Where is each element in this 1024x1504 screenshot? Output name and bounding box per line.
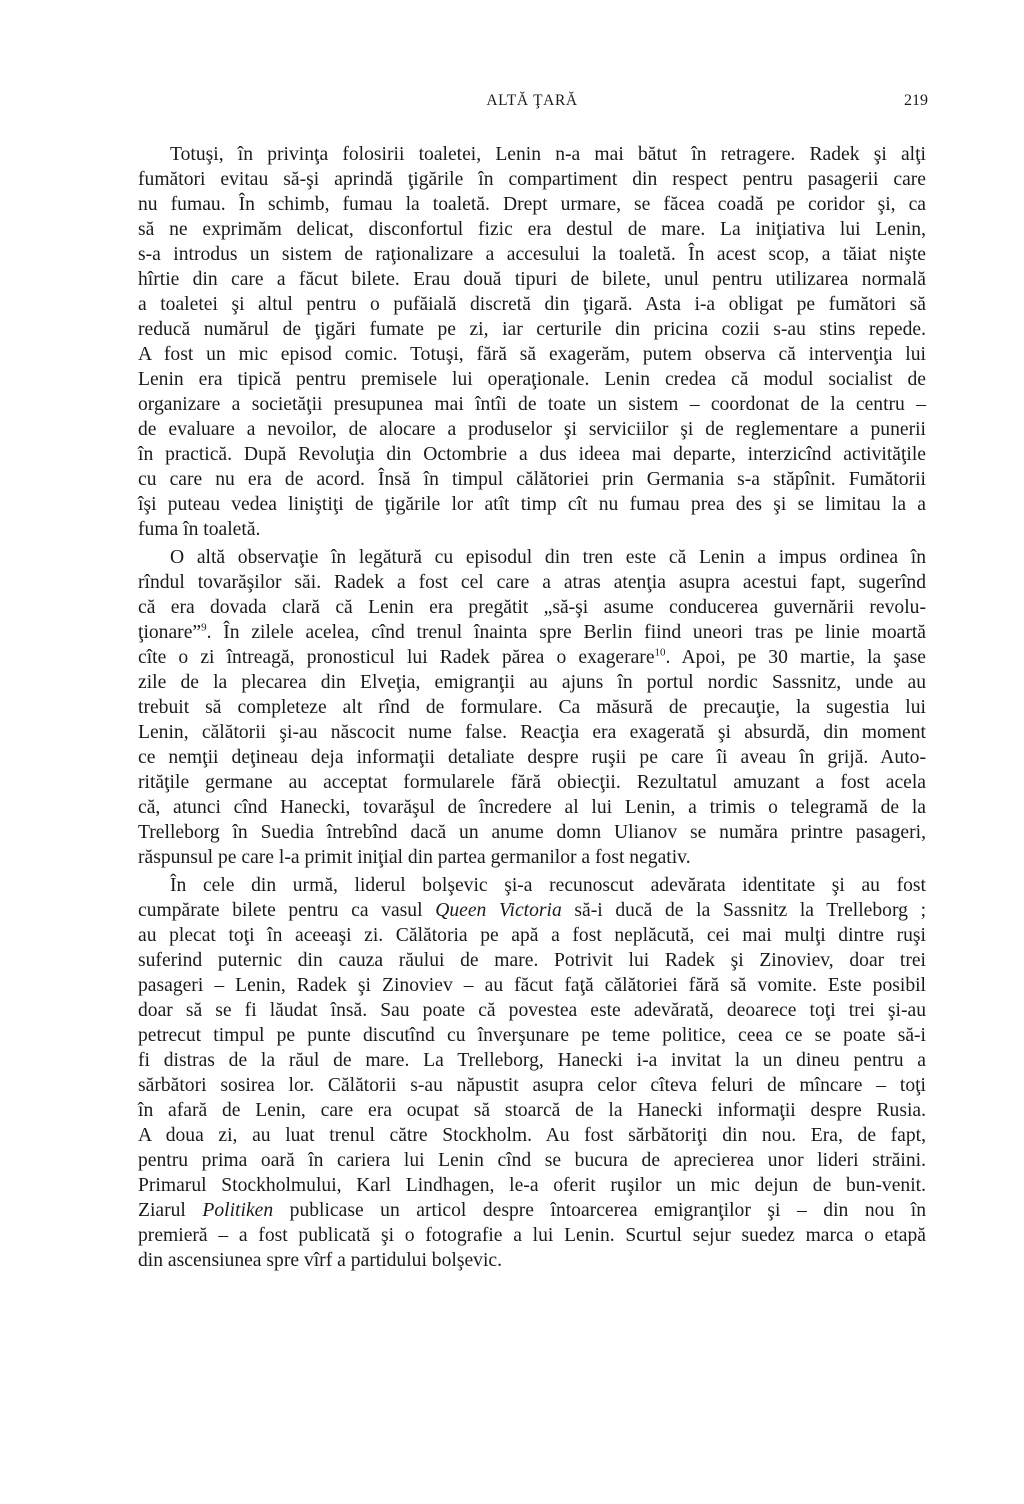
text-line: a toaletei şi altul pentru o pufăială discretă din ţigară. Asta i-a obligat pe fumători să — [138, 294, 926, 315]
text-line: În cele din urmă, liderul bolşevic şi-a recunoscut adevărata identitate şi au fost — [170, 875, 926, 896]
text-line: O altă observaţie în legătură cu episodul din tren este că Lenin a impus ordinea în — [170, 547, 926, 568]
text-line: petrecut timpul pe punte discutînd cu înverşunare pe teme politice, ceea ce se poate să-i — [138, 1025, 926, 1046]
text-line: ţionare”$^9$. În zilele acelea, cînd trenul înainta spre Berlin fiind uneori tras pe linie moartă — [138, 621, 926, 643]
text-line: în practică. După Revoluţia din Octombrie a dus ideea mai departe, interzicînd activităţile — [138, 444, 926, 465]
text-line: Trelleborg în Suedia întrebînd dacă un anume domn Ulianov se număra printre pasageri, — [138, 822, 926, 843]
text-line: fuma în toaletă. — [138, 519, 261, 540]
text-line: rităţile germane au acceptat formularele fără obiecţii. Rezultatul amuzant a fost acela — [138, 772, 926, 793]
text-line: nu fumau. În schimb, fumau la toaletă. Drept urmare, se făcea coadă pe coridor şi, ca — [138, 194, 926, 215]
text-line: A doua zi, au luat trenul către Stockholm. Au fost sărbătoriţi din nou. Era, de fapt, — [138, 1125, 926, 1146]
text-line: organizare a societăţii presupunea mai întîi de toate un sistem – coordonat de la centru – — [138, 394, 926, 415]
paragraph-2 — [138, 545, 926, 870]
text-line: sărbători sosirea lor. Călătorii s-au năpustit asupra celor cîteva feluri de mîncare – toţi — [138, 1075, 926, 1096]
text-line: reducă numărul de ţigări fumate pe zi, iar certurile din pricina cozii s-au stins repede. — [138, 319, 926, 340]
text-line: să ne exprimăm delicat, disconfortul fizic era destul de mare. La iniţiativa lui Lenin, — [138, 219, 926, 240]
text-line: fi distras de la răul de mare. La Trelleborg, Hanecki i-a invitat la un dineu pentru a — [138, 1050, 926, 1071]
text-line: trebuit să completeze alt rînd de formulare. Ca măsură de precauţie, la sugestia lui — [138, 697, 926, 718]
text-line: răspunsul pe care l-a primit iniţial din partea germanilor a fost negativ. — [138, 847, 691, 868]
text-line: cu care nu era de acord. Însă în timpul călătoriei prin Germania s-a stăpînit. Fumătorii — [138, 469, 926, 490]
text-line: cîte o zi întreagă, pronosticul lui Radek părea o exagerare$^{10}$. Apoi, pe 30 martie, la şase — [138, 646, 926, 668]
text-line: că era dovada clară că Lenin era pregătit „să-şi asume conducerea guvernării revolu- — [138, 597, 926, 618]
text-line: fumători evitau să-şi aprindă ţigările în compartiment din respect pentru pasagerii care — [138, 169, 926, 190]
newspaper-name: Politiken — [202, 1200, 274, 1221]
text-line: zile de la plecarea din Elveţia, emigranţii au ajuns în portul nordic Sassnitz, unde au — [138, 672, 926, 693]
book-page — [138, 92, 926, 1273]
text-line: s-a introdus un sistem de raţionalizare a accesului la toaletă. În acest scop, a tăiat nişte — [138, 244, 926, 265]
text-line: Lenin era tipică pentru premisele lui operaţionale. Lenin credea că modul socialist de — [138, 369, 926, 390]
text-line: hîrtie din care a făcut bilete. Erau două tipuri de bilete, unul pentru utilizarea normală — [138, 269, 926, 290]
text-line: premieră – a fost publicată şi o fotografie a lui Lenin. Scurtul sejur suedez marca o etapă — [138, 1225, 926, 1246]
text-line: din ascensiunea spre vîrf a partidului bolşevic. — [138, 1250, 503, 1271]
body-text — [138, 142, 926, 1273]
paragraph-1 — [138, 142, 926, 542]
text-line: Totuşi, în privinţa folosirii toaletei, Lenin n-a mai bătut în retragere. Radek şi alţi — [170, 144, 926, 165]
paragraph-3 — [138, 873, 926, 1273]
text-line: Ziarul Politiken publicase un articol despre întoarcerea emigranţilor şi – din nou în — [138, 1200, 926, 1221]
running-header — [138, 92, 926, 114]
text-line: Lenin, călătorii şi-au născocit nume false. Reacţia era exagerată şi absurdă, din moment — [138, 722, 926, 743]
footnote-ref-10[interactable]: 10 — [654, 646, 666, 659]
text-line: ce nemţii deţineau deja informaţii detaliate despre ruşii pe care îi aveau în grijă. Auto- — [138, 747, 926, 768]
text-line: de evaluare a nevoilor, de alocare a produselor şi serviciilor şi de reglementare a punerii — [138, 419, 926, 440]
text-line: că, atunci cînd Hanecki, tovarăşul de încredere al lui Lenin, a trimis o telegramă de la — [138, 797, 926, 818]
page-number: 219 — [904, 92, 928, 109]
text-line: suferind puternic din cauza răului de mare. Potrivit lui Radek şi Zinoviev, doar trei — [138, 950, 926, 971]
text-line: pasageri – Lenin, Radek şi Zinoviev – au făcut faţă călătoriei fără să vomite. Este posibil — [138, 975, 926, 996]
running-title: ALTĂ ŢARĂ — [486, 92, 578, 109]
ship-name: Queen Victoria — [435, 900, 562, 921]
text-line: rîndul tovarăşilor săi. Radek a fost cel care a atras atenţia asupra acestui fapt, sugerînd — [138, 572, 926, 593]
text-line: în afară de Lenin, care era ocupat să stoarcă de la Hanecki informaţii despre Rusia. — [138, 1100, 926, 1121]
text-line: Primarul Stockholmului, Karl Lindhagen, le-a oferit ruşilor un mic dejun de bun-venit. — [138, 1175, 926, 1196]
text-line: au plecat toţi în aceeaşi zi. Călătoria pe apă a fost neplăcută, cei mai mulţi dintre ruşi — [138, 925, 926, 946]
text-line: îşi puteau vedea liniştiţi de ţigările lor atît timp cît nu fumau prea des şi se limitau la a — [138, 494, 926, 515]
footnote-ref-9[interactable]: 9 — [201, 621, 207, 634]
text-line: pentru prima oară în cariera lui Lenin cînd se bucura de aprecierea unor lideri străini. — [138, 1150, 926, 1171]
text-line: A fost un mic episod comic. Totuşi, fără să exagerăm, putem observa că intervenţia lui — [138, 344, 926, 365]
text-line: cumpărate bilete pentru ca vasul Queen Victoria să-i ducă de la Sassnitz la Trelleborg ; — [138, 900, 927, 921]
text-line: doar să se fi lăudat însă. Sau poate că povestea este adevărată, deoarece toţi trei şi-au — [138, 1000, 926, 1021]
